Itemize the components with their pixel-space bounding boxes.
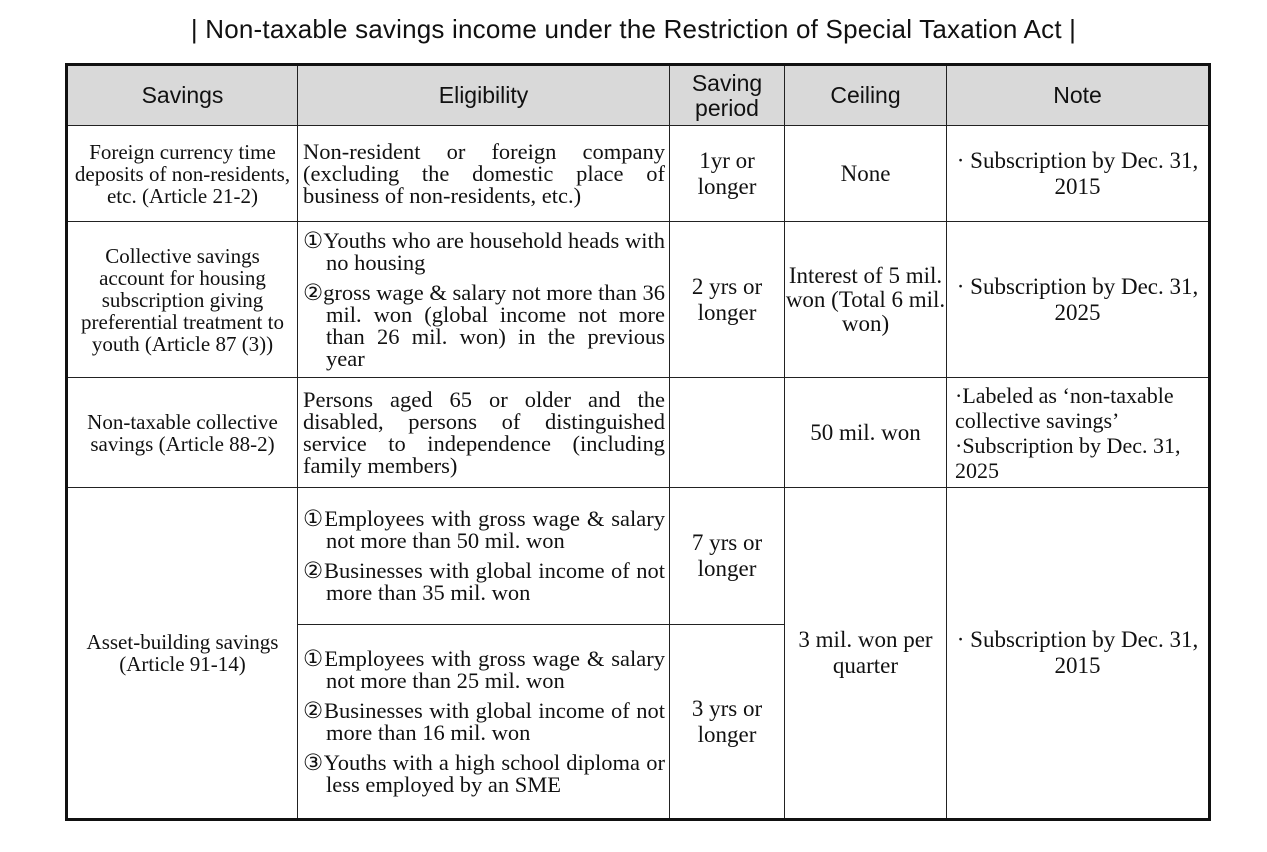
period-cell xyxy=(670,378,785,488)
note-cell: · Subscription by Dec. 31, 2015 xyxy=(947,126,1210,222)
eligibility-cell xyxy=(298,222,670,378)
ceiling-cell: 3 mil. won per quarter xyxy=(785,488,947,820)
eligibility-item: ②gross wage & salary not more than 36 mil. won (global income not more than 26 mil. won) in the previous year xyxy=(303,279,665,371)
eligibility-cell xyxy=(298,488,670,625)
table-header-row xyxy=(67,65,1210,126)
period-cell: 1yr or longer xyxy=(670,126,785,222)
header-savings: Savings xyxy=(67,65,298,126)
eligibility-item: ③Youths with a high school diploma or less employed by an SME xyxy=(303,749,665,797)
savings-cell: Collective savings account for housing subscription giving preferential treatment to youth (Article 87 (3)) xyxy=(67,222,298,378)
eligibility-item: ①Employees with gross wage & salary not more than 25 mil. won xyxy=(303,645,665,693)
period-cell: 7 yrs or longer xyxy=(670,488,785,625)
eligibility-item: ②Businesses with global income of not more than 16 mil. won xyxy=(303,697,665,745)
note-cell: · Subscription by Dec. 31, 2025 xyxy=(947,222,1210,378)
period-cell: 3 yrs or longer xyxy=(670,625,785,820)
note-line: ·Subscription by Dec. 31, 2025 xyxy=(955,432,1181,483)
ceiling-cell: 50 mil. won xyxy=(785,378,947,488)
savings-cell: Foreign currency time deposits of non-residents, etc. (Article 21-2) xyxy=(67,126,298,222)
table-row xyxy=(67,222,1210,378)
header-ceiling: Ceiling xyxy=(785,65,947,126)
eligibility-cell: Persons aged 65 or older and the disabled, persons of distinguished service to independence (including family members) xyxy=(298,378,670,488)
eligibility-cell xyxy=(298,625,670,820)
period-cell: 2 yrs or longer xyxy=(670,222,785,378)
note-cell xyxy=(947,378,1210,488)
table-row xyxy=(67,378,1210,488)
note-line: ·Labeled as ‘non-taxable collective savings’ xyxy=(955,382,1174,433)
savings-table xyxy=(65,63,1211,821)
savings-cell: Asset-building savings (Article 91-14) xyxy=(67,488,298,820)
table-row xyxy=(67,488,1210,625)
ceiling-cell: Interest of 5 mil. won (Total 6 mil. won) xyxy=(785,222,947,378)
eligibility-cell: Non-resident or foreign company (excluding the domestic place of business of non-residents, etc.) xyxy=(298,126,670,222)
ceiling-cell: None xyxy=(785,126,947,222)
note-cell: · Subscription by Dec. 31, 2015 xyxy=(947,488,1210,820)
page-title: | Non-taxable savings income under the Restriction of Special Taxation Act | xyxy=(190,14,1077,44)
table-row xyxy=(67,126,1210,222)
header-saving-period: Saving period xyxy=(670,65,785,126)
eligibility-item: ①Employees with gross wage & salary not more than 50 mil. won xyxy=(303,506,665,553)
header-eligibility: Eligibility xyxy=(298,65,670,126)
savings-cell: Non-taxable collective savings (Article 88-2) xyxy=(67,378,298,488)
eligibility-item: ①Youths who are household heads with no housing xyxy=(303,227,665,275)
eligibility-item: ②Businesses with global income of not more than 35 mil. won xyxy=(303,558,665,605)
header-note: Note xyxy=(947,65,1210,126)
